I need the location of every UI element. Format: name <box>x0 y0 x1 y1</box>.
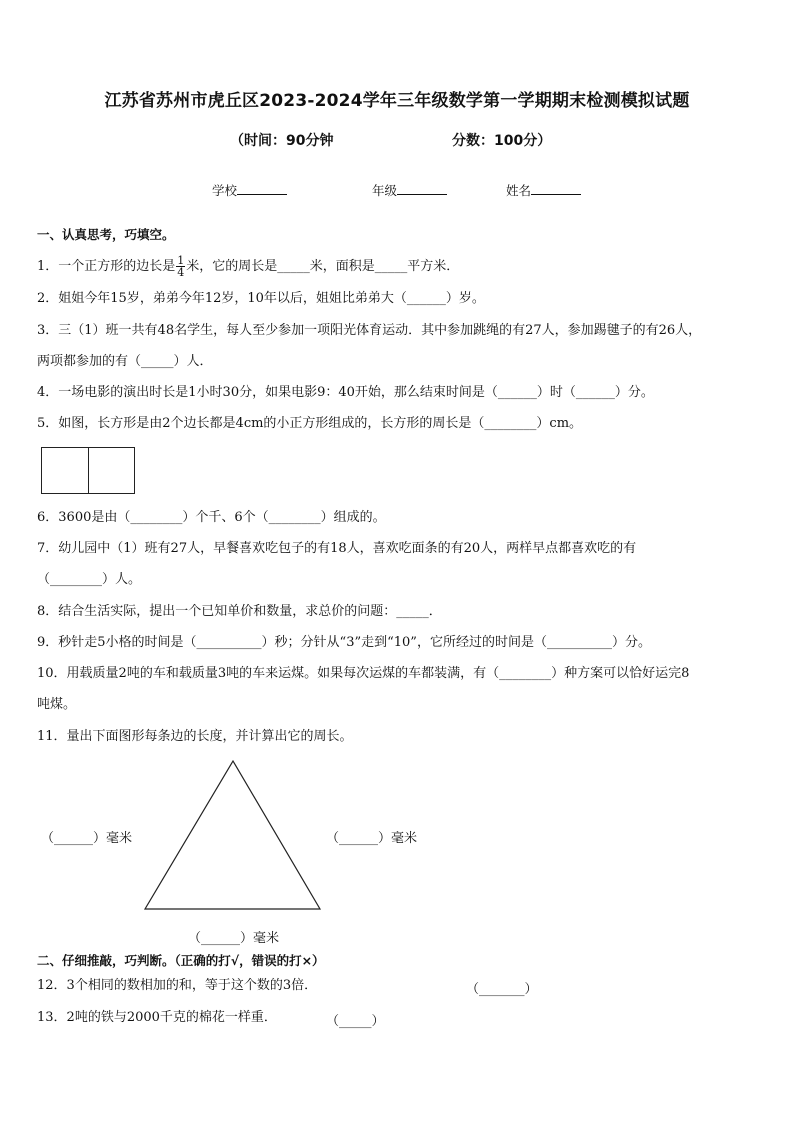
section-1-heading: 一、认真思考，巧填空。 <box>37 227 175 242</box>
question-13: 13．2吨的铁与2000千克的棉花一样重． <box>37 1010 277 1025</box>
question-6: 6．3600是由（________）个千、6个（________）组成的。 <box>37 510 386 525</box>
exam-score: 分数：100分） <box>452 133 552 149</box>
question-7-line-2: （________）人。 <box>37 572 142 587</box>
question-2: 2．姐姐今年15岁，弟弟今年12岁，10年以后，姐姐比弟弟大（______）岁。 <box>37 291 485 306</box>
triangle-shape <box>145 761 320 909</box>
grade-label: 年级 <box>372 183 398 198</box>
question-10-line-1: 10．用载质量2吨的车和载质量3吨的车来运煤。如果每次运煤的车都装满，有（________）种方案可以恰好运完8 <box>37 666 690 681</box>
question-1-text-after: 米，它的周长是_____米，面积是_____平方米． <box>186 259 460 274</box>
name-label: 姓名 <box>506 183 532 198</box>
question-3-line-2: 两项都参加的有（_____）人． <box>37 354 213 369</box>
triangle-bottom-side-label: （______）毫米 <box>188 931 280 946</box>
question-8: 8．结合生活实际，提出一个已知单价和数量，求总价的问题：_____． <box>37 604 442 619</box>
fraction-denominator: 4 <box>177 266 185 279</box>
exam-time: （时间：90分钟 <box>230 133 334 149</box>
question-3-line-1: 3．三（1）班一共有48名学生，每人至少参加一项阳光体育运动．其中参加跳绳的有27人，参加踢毽子的有26人， <box>37 323 702 338</box>
triangle-left-side-label: （______）毫米 <box>41 831 133 846</box>
triangle-right-side-label: （______）毫米 <box>326 831 418 846</box>
question-5: 5．如图，长方形是由2个边长都是4cm的小正方形组成的，长方形的周长是（________）cm。 <box>37 416 583 431</box>
section-2-heading: 二、仔细推敲，巧判断。（正确的打√，错误的打×） <box>37 953 325 968</box>
question-13-answer-blank[interactable]: （_____） <box>326 1014 385 1029</box>
question-10-line-2: 吨煤。 <box>37 697 77 712</box>
question-12: 12．3个相同的数相加的和，等于这个数的3倍． <box>37 978 318 993</box>
question-12-answer-blank[interactable]: （_______） <box>466 982 538 997</box>
question-4: 4．一场电影的演出时长是1小时30分，如果电影9：40开始，那么结束时间是（______）时（______）分。 <box>37 385 654 400</box>
question-11: 11．量出下面图形每条边的长度，并计算出它的周长。 <box>37 729 353 744</box>
question-7-line-1: 7．幼儿园中（1）班有27人，早餐喜欢吃包子的有18人，喜欢吃面条的有20人，两样早点都喜欢吃的有 <box>37 541 637 556</box>
exam-title: 江苏省苏州市虎丘区2023-2024学年三年级数学第一学期期末检测模拟试题 <box>104 91 690 111</box>
fraction-numerator: 1 <box>177 254 185 267</box>
question-9: 9．秒针走5小格的时间是（__________）秒；分针从“3”走到“10”，它所经过的时间是（__________）分。 <box>37 635 651 650</box>
school-label: 学校 <box>212 183 238 198</box>
question-1-text-before: 1．一个正方形的边长是 <box>37 259 176 274</box>
